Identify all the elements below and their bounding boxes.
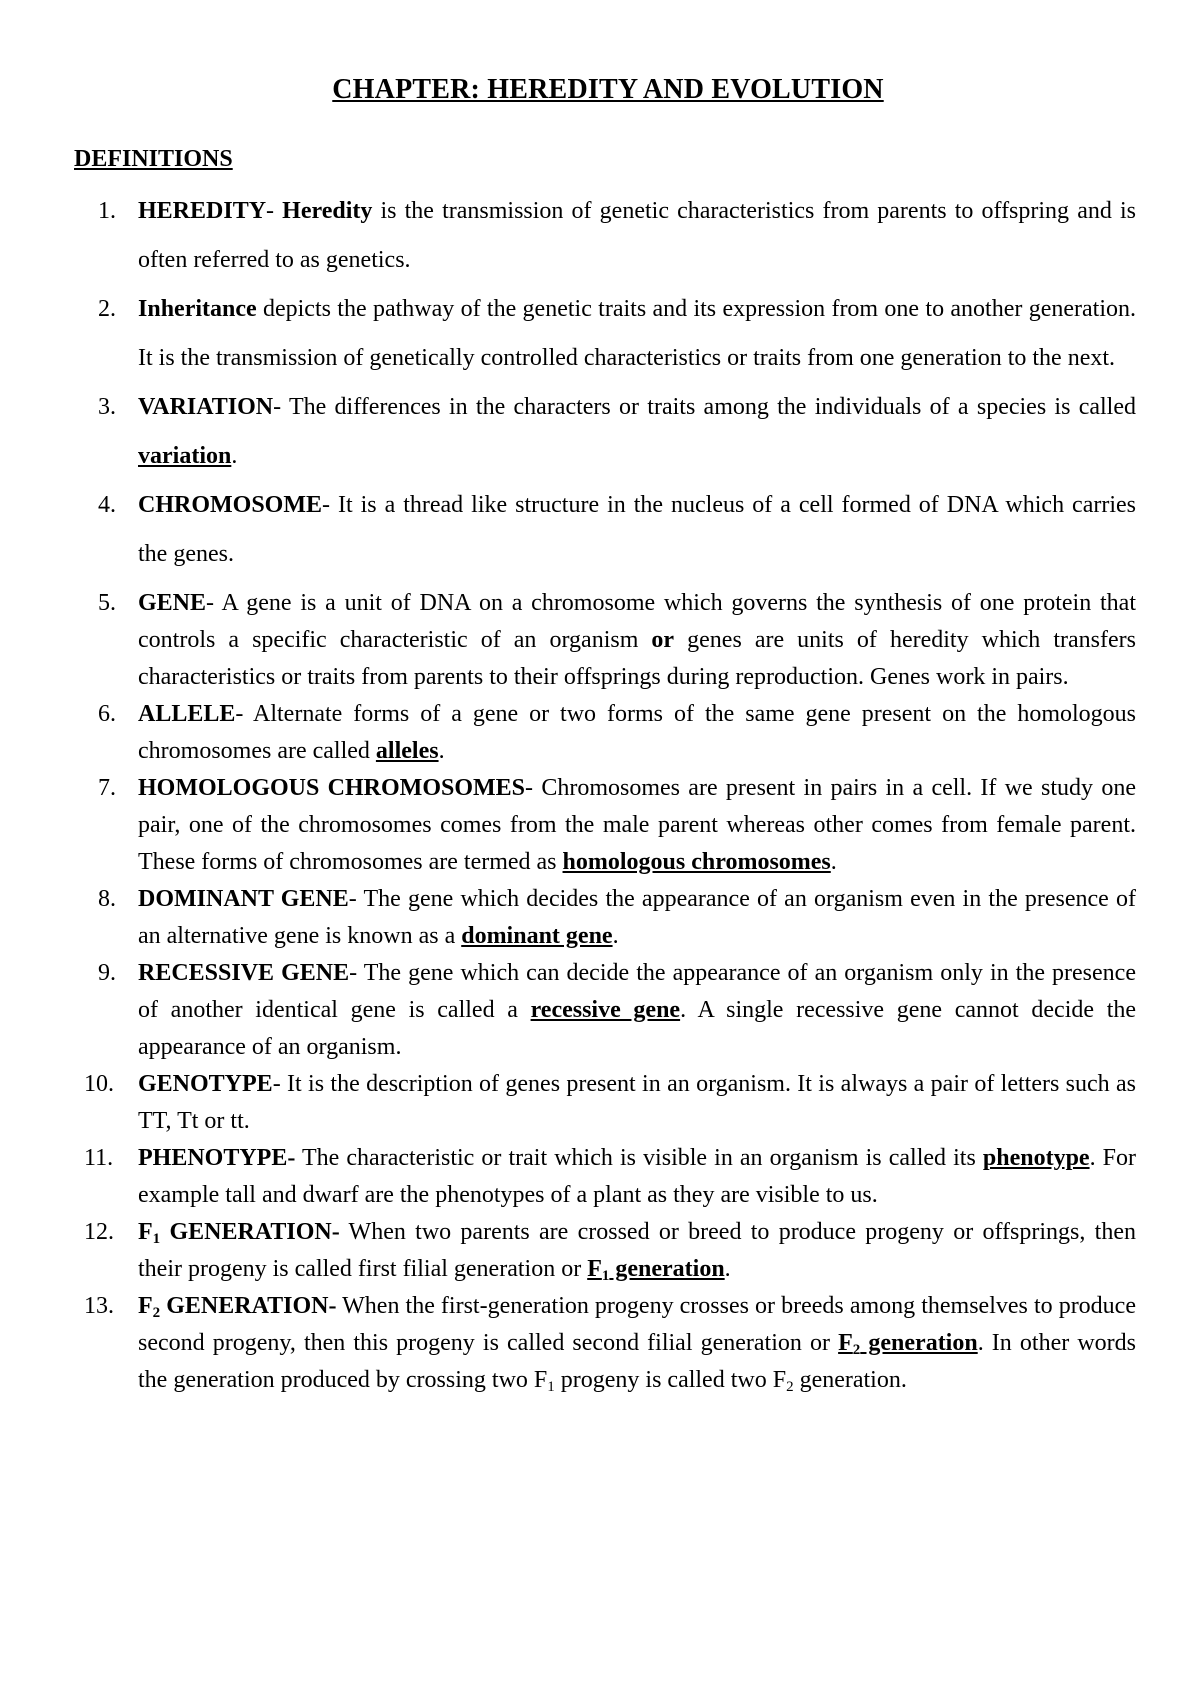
item-number: 9.	[98, 960, 116, 986]
definition-text: is the transmission of genetic characteristics from parents to offspring and is often referred to as genetics.	[138, 198, 1136, 273]
definition-text: - The gene which can decide the appearance of an organism only in the presence of another identical gene is called a	[138, 960, 1136, 1023]
definition-text: - The gene which decides the appearance of an organism even in the presence of an alternative gene is known as a	[138, 886, 1137, 949]
keyword: recessive gene	[530, 997, 681, 1023]
definition-term: PHENOTYPE-	[138, 1145, 296, 1171]
definition-text: The characteristic or trait which is visible in an organism is called its	[295, 1145, 983, 1171]
keyword: dominant gene	[461, 923, 613, 949]
definition-text: .	[612, 923, 619, 949]
definition-item	[74, 696, 1136, 770]
item-number: 3.	[98, 394, 116, 420]
definition-text: -	[266, 198, 283, 224]
keyword: alleles	[375, 738, 439, 764]
definition-item	[74, 585, 1136, 696]
item-number: 2.	[98, 296, 116, 322]
item-number: 10.	[84, 1071, 114, 1097]
definition-text: - The differences in the characters or traits among the individuals of a species is called	[273, 394, 1136, 420]
definition-term: $F_1$ GENERATION-	[138, 1219, 340, 1247]
definition-text: - A gene is a unit of DNA on a chromosome which governs the synthesis of one protein that controls a specific characteristic of an organism	[138, 590, 1136, 653]
definition-term: GENE	[138, 590, 207, 616]
definition-item	[74, 1066, 1136, 1140]
item-number: 4.	[98, 492, 116, 518]
definition-text: .	[724, 1256, 731, 1282]
definitions-list	[74, 187, 1136, 1399]
keyword: $F_1$ generation	[587, 1256, 725, 1284]
definition-item	[74, 481, 1136, 579]
definition-text: .	[830, 849, 837, 875]
definition-item	[74, 1288, 1136, 1399]
keyword: phenotype	[982, 1145, 1090, 1171]
definition-term: GENOTYPE	[138, 1071, 273, 1097]
definition-item	[74, 1140, 1136, 1214]
definition-text: - Alternate forms of a gene or two forms of the same gene present on the homologous chromosomes are called	[138, 701, 1136, 764]
item-number: 13.	[84, 1293, 114, 1319]
definition-text: . A single recessive gene cannot decide the appearance of an organism.	[138, 997, 1137, 1060]
definition-text: depicts the pathway of the genetic traits and its expression from one to another generation. It is the transmission of genetically controlled characteristics or traits from one generation to the next.	[138, 296, 1136, 371]
definition-term: HOMOLOGOUS CHROMOSOMES	[138, 775, 526, 801]
definition-item	[74, 285, 1136, 383]
definition-term: RECESSIVE GENE	[138, 960, 350, 986]
definition-item	[74, 881, 1136, 955]
definition-item	[74, 383, 1136, 481]
item-number: 7.	[98, 775, 116, 801]
definition-text: - It is the description of genes present in an organism. It is always a pair of letters such as TT, Tt or tt.	[138, 1071, 1136, 1134]
definition-text: - It is a thread like structure in the nucleus of a cell formed of DNA which carries the genes.	[138, 492, 1136, 567]
definition-text: . For example tall and dwarf are the phenotypes of a plant as they are visible to us.	[138, 1145, 1136, 1208]
definition-text: When the first-generation progeny crosses or breeds among themselves to produce second progeny, then this progeny is called second filial generation or	[138, 1293, 1136, 1356]
chapter-title: CHAPTER: HEREDITY AND EVOLUTION	[332, 74, 884, 105]
section-heading: DEFINITIONS	[74, 146, 233, 172]
keyword: homologous chromosomes	[562, 849, 831, 875]
item-number: 6.	[98, 701, 116, 727]
item-number: 5.	[98, 590, 116, 616]
definition-text: . In other words the generation produced by crossing two $F_1$ progeny is called two $F_2$ generation.	[138, 1330, 1136, 1395]
keyword: variation	[138, 443, 232, 469]
definition-term: VARIATION	[138, 394, 274, 420]
definition-term: CHROMOSOME	[138, 492, 322, 518]
definition-text: genes are units of heredity which transfers characteristics or traits from parents to their offsprings during reproduction. Genes work in pairs.	[138, 627, 1136, 690]
definition-item	[74, 1214, 1136, 1288]
definition-text: .	[438, 738, 445, 764]
definition-item	[74, 770, 1136, 881]
item-number: 12.	[84, 1219, 114, 1245]
definition-term: $F_2$ GENERATION-	[138, 1293, 337, 1321]
definition-term: Heredity	[282, 198, 373, 224]
definition-term: ALLELE	[138, 701, 236, 727]
definition-term: Inheritance	[138, 296, 257, 322]
item-number: 8.	[98, 886, 116, 912]
item-number: 11.	[84, 1145, 114, 1171]
definition-text: - Chromosomes are present in pairs in a cell. If we study one pair, one of the chromosomes comes from the male parent whereas other comes from female parent. These forms of chromosomes are termed as	[138, 775, 1136, 875]
item-number: 1.	[98, 198, 116, 224]
definition-text: .	[231, 443, 238, 469]
definition-term: or	[651, 627, 675, 653]
definition-term: HEREDITY	[138, 198, 267, 224]
definition-item	[74, 955, 1136, 1066]
definition-text: When two parents are crossed or breed to produce progeny or offsprings, then their progeny is called first filial generation or	[138, 1219, 1136, 1282]
definition-term: DOMINANT GENE	[138, 886, 349, 912]
keyword: $F_2$ generation	[838, 1330, 978, 1358]
definition-item	[74, 187, 1136, 285]
